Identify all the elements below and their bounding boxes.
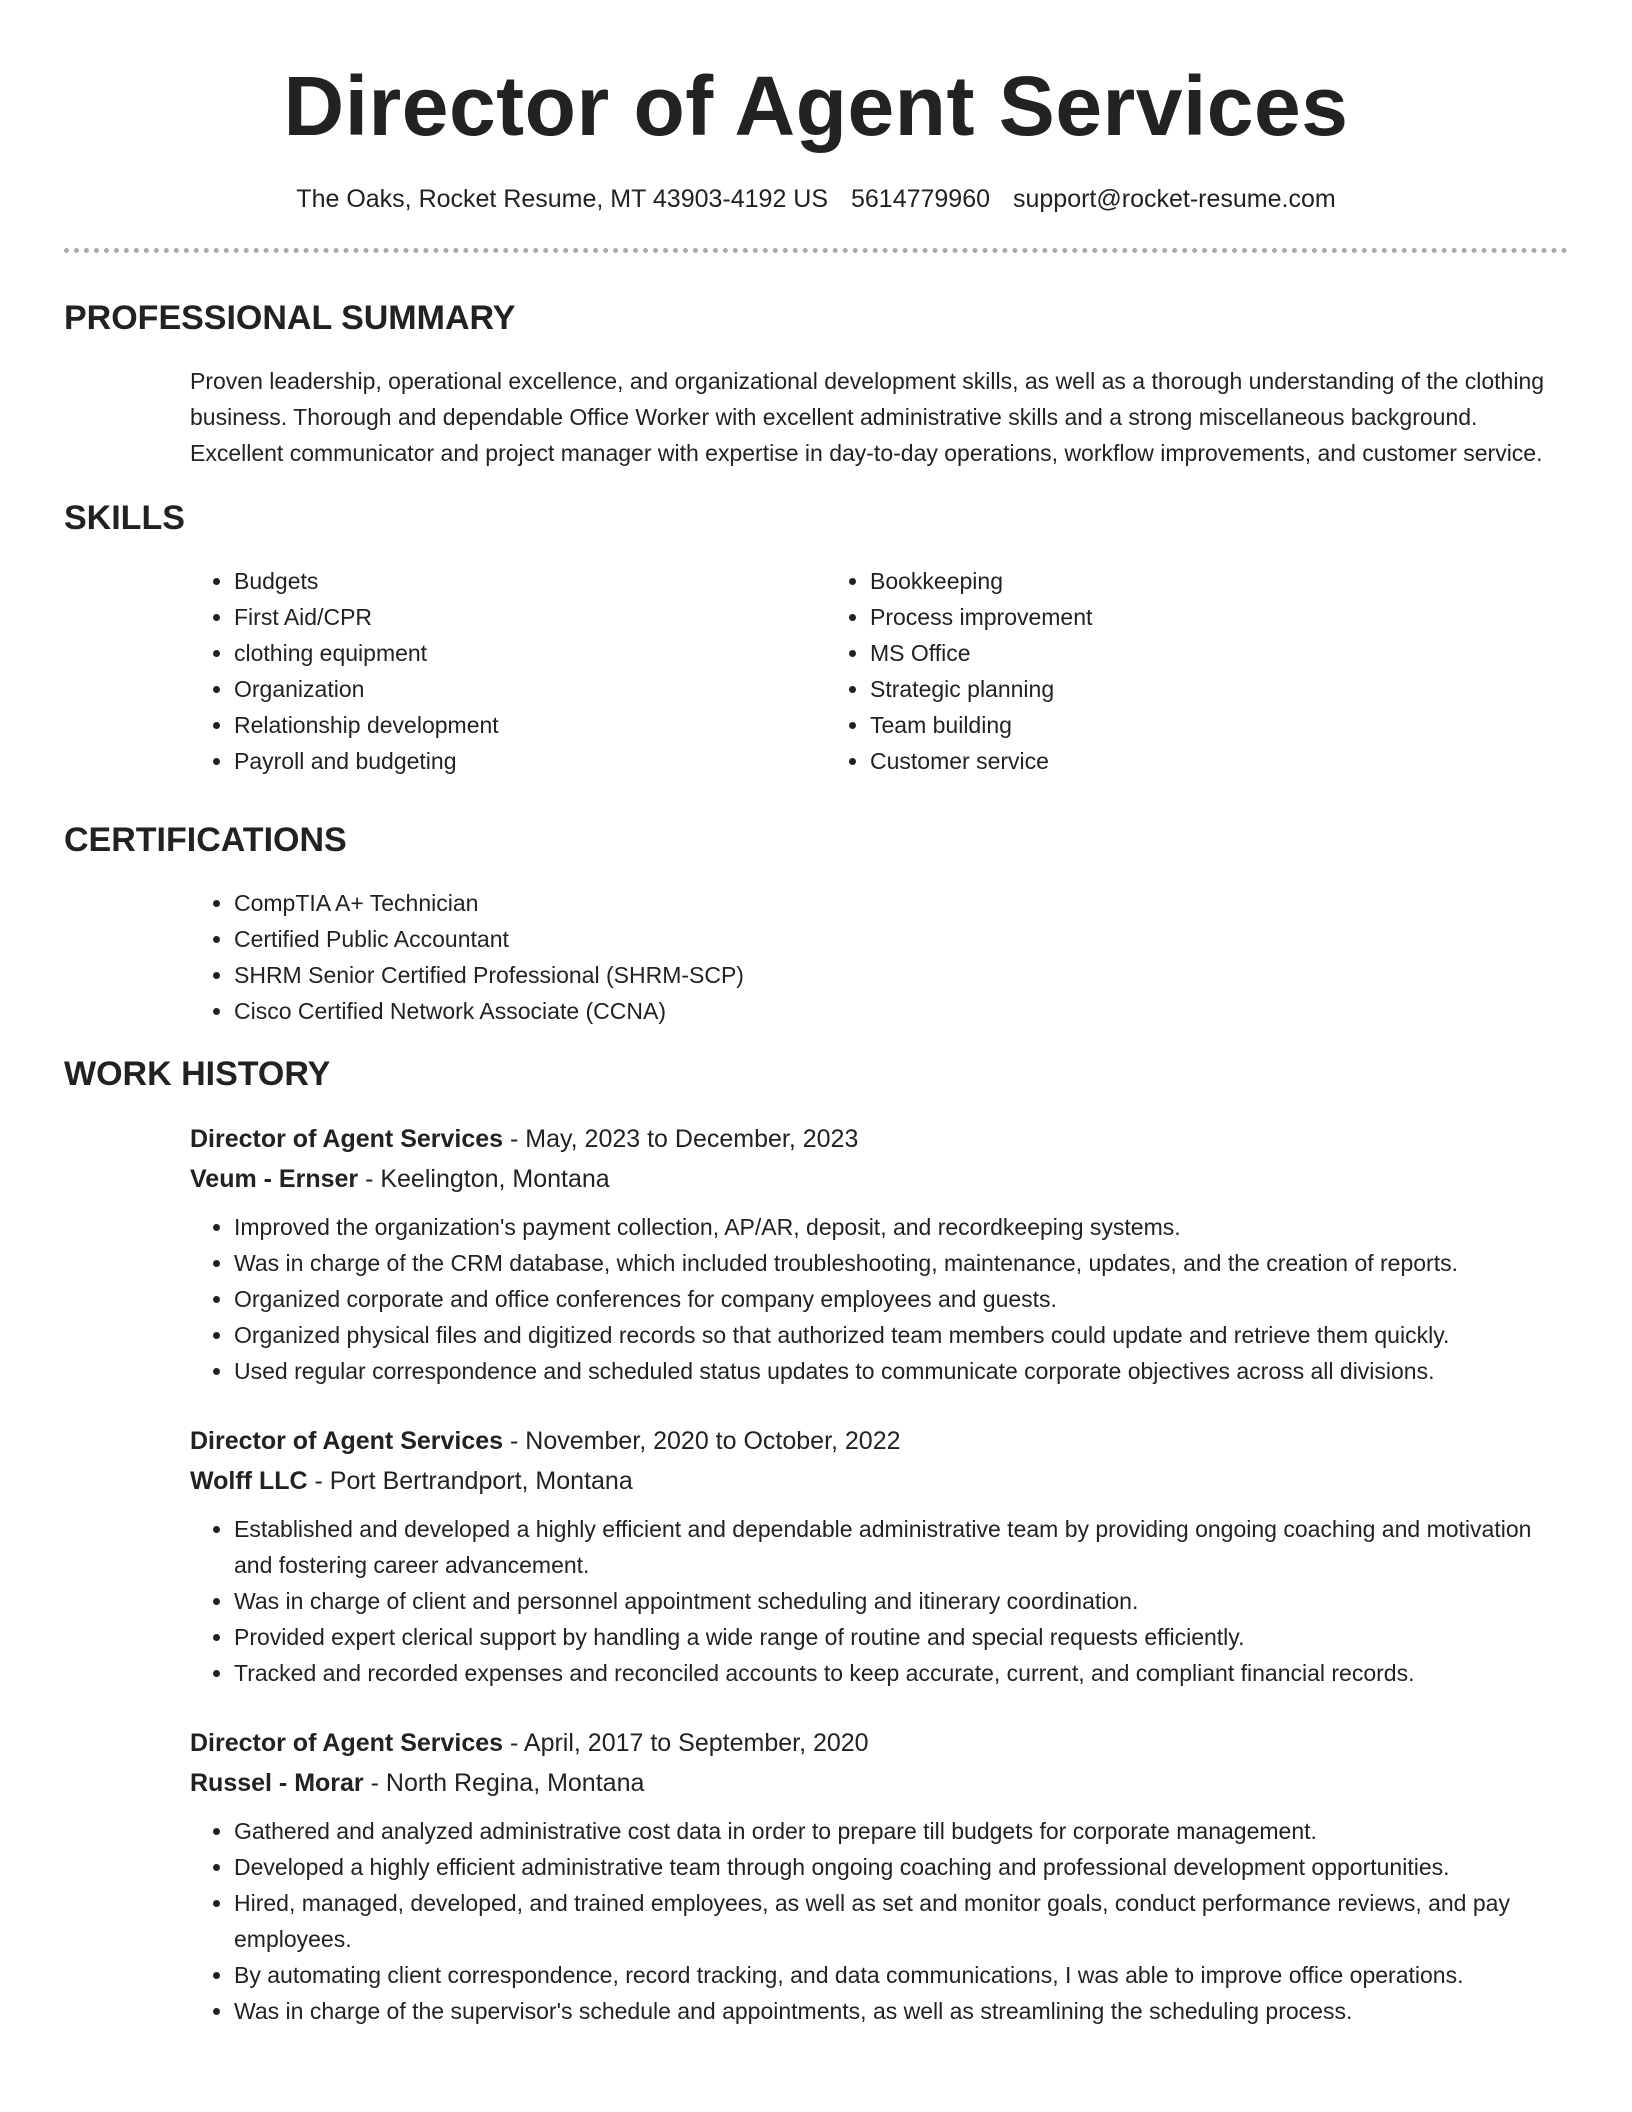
job-bullet: • Provided expert clerical support by handling a wide range of routine and special requests efficiently. bbox=[234, 1619, 1568, 1655]
job-dates: - April, 2017 to September, 2020 bbox=[503, 1729, 869, 1757]
job-bullet: • Gathered and analyzed administrative cost data in order to prepare till budgets for corporate management. bbox=[234, 1813, 1568, 1849]
job-company: Veum - Ernser bbox=[190, 1165, 359, 1193]
contact-email: support@rocket-resume.com bbox=[1012, 185, 1336, 213]
skills-heading: SKILLS bbox=[64, 499, 185, 537]
skill-item: • First Aid/CPR bbox=[234, 599, 826, 635]
job-entry bbox=[190, 1723, 1568, 2029]
contact-phone: 5614779960 bbox=[850, 185, 991, 213]
skills-columns bbox=[190, 563, 1568, 779]
job-title-line bbox=[190, 1421, 1568, 1461]
job-dates: - November, 2020 to October, 2022 bbox=[503, 1427, 901, 1455]
certification-item: • SHRM Senior Certified Professional (SHRM-SCP) bbox=[234, 957, 1568, 993]
skill-item: • Strategic planning bbox=[870, 671, 1462, 707]
job-location: - Port Bertrandport, Montana bbox=[307, 1467, 633, 1495]
job-bullet: • Tracked and recorded expenses and reconciled accounts to keep accurate, current, and compliant financial records. bbox=[234, 1655, 1568, 1691]
job-bullet: • Improved the organization's payment collection, AP/AR, deposit, and recordkeeping systems. bbox=[234, 1209, 1568, 1245]
skill-item: • Organization bbox=[234, 671, 826, 707]
job-entry bbox=[190, 1119, 1568, 1389]
job-bullet: • Organized corporate and office conferences for company employees and guests. bbox=[234, 1281, 1568, 1317]
job-title-line bbox=[190, 1119, 1568, 1159]
skill-item: • Process improvement bbox=[870, 599, 1462, 635]
certifications-list bbox=[190, 885, 1568, 1029]
job-company-line bbox=[190, 1763, 1568, 1803]
header-divider bbox=[64, 248, 1568, 253]
job-bullet: • Organized physical files and digitized records so that authorized team members could update and retrieve them quickly. bbox=[234, 1317, 1568, 1353]
skill-item: • Budgets bbox=[234, 563, 826, 599]
job-role: Director of Agent Services bbox=[190, 1125, 504, 1153]
skill-item: • Bookkeeping bbox=[870, 563, 1462, 599]
job-title-line bbox=[190, 1723, 1568, 1763]
job-bullet: • Established and developed a highly efficient and dependable administrative team by providing ongoing coaching and motivation and fostering career advancement. bbox=[234, 1511, 1568, 1583]
skill-item: • Customer service bbox=[870, 743, 1462, 779]
skill-item: • clothing equipment bbox=[234, 635, 826, 671]
skill-item: • Payroll and budgeting bbox=[234, 743, 826, 779]
certification-item: • Cisco Certified Network Associate (CCNA) bbox=[234, 993, 1568, 1029]
skills-right-list bbox=[826, 563, 1462, 779]
skill-item: • Relationship development bbox=[234, 707, 826, 743]
job-company-line bbox=[190, 1461, 1568, 1501]
resume-name: Director of Agent Services bbox=[283, 59, 1349, 153]
job-company-line bbox=[190, 1159, 1568, 1199]
certification-item: • Certified Public Accountant bbox=[234, 921, 1568, 957]
skills-left-list bbox=[190, 563, 826, 779]
job-bullets bbox=[190, 1209, 1568, 1389]
job-bullet: • By automating client correspondence, record tracking, and data communications, I was able to improve office operations. bbox=[234, 1957, 1568, 1993]
skill-item: • Team building bbox=[870, 707, 1462, 743]
job-bullets bbox=[190, 1813, 1568, 2029]
job-location: - North Regina, Montana bbox=[363, 1769, 645, 1797]
summary-heading: PROFESSIONAL SUMMARY bbox=[64, 299, 516, 337]
job-company: Wolff LLC bbox=[190, 1467, 308, 1495]
summary-text: Proven leadership, operational excellence, and organizational development skills, as well as a thorough understanding of the clothing business. Thorough and dependable Office Worker with excellent administrative skills and a strong miscellaneous background. Excellent communicator and project manager with expertise in day-to-day operations, workflow improvements, and customer service. bbox=[190, 368, 1545, 466]
job-entry bbox=[190, 1421, 1568, 1691]
certification-item: • CompTIA A+ Technician bbox=[234, 885, 1568, 921]
job-bullet: • Used regular correspondence and scheduled status updates to communicate corporate objectives across all divisions. bbox=[234, 1353, 1568, 1389]
skill-item: • MS Office bbox=[870, 635, 1462, 671]
job-company: Russel - Morar bbox=[190, 1769, 364, 1797]
contact-address: The Oaks, Rocket Resume, MT 43903-4192 US bbox=[296, 185, 829, 213]
job-bullets bbox=[190, 1511, 1568, 1691]
job-role: Director of Agent Services bbox=[190, 1427, 504, 1455]
contact-line bbox=[64, 182, 1568, 216]
job-bullet: • Was in charge of the CRM database, which included troubleshooting, maintenance, updates, and the creation of reports. bbox=[234, 1245, 1568, 1281]
job-role: Director of Agent Services bbox=[190, 1729, 504, 1757]
job-bullet: • Was in charge of client and personnel appointment scheduling and itinerary coordination. bbox=[234, 1583, 1568, 1619]
certifications-heading: CERTIFICATIONS bbox=[64, 821, 347, 859]
job-bullet: • Developed a highly efficient administrative team through ongoing coaching and professional development opportunities. bbox=[234, 1849, 1568, 1885]
job-dates: - May, 2023 to December, 2023 bbox=[503, 1125, 859, 1153]
job-location: - Keelington, Montana bbox=[358, 1165, 610, 1193]
work-history-heading: WORK HISTORY bbox=[64, 1055, 331, 1093]
job-bullet: • Was in charge of the supervisor's schedule and appointments, as well as streamlining the scheduling process. bbox=[234, 1993, 1568, 2029]
job-bullet: • Hired, managed, developed, and trained employees, as well as set and monitor goals, conduct performance reviews, and pay employees. bbox=[234, 1885, 1568, 1957]
